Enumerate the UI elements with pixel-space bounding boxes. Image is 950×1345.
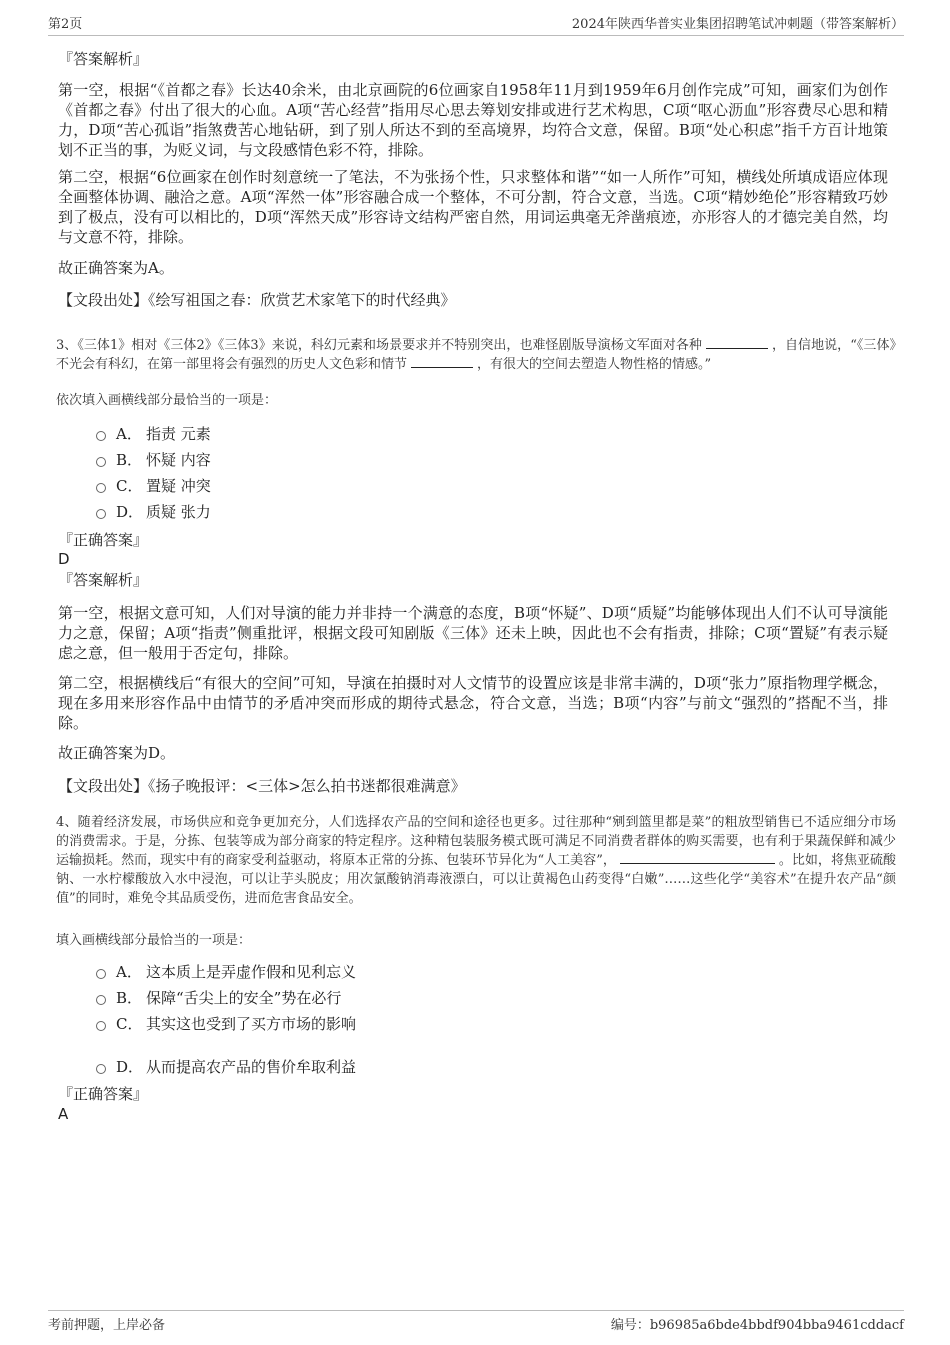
q4-option-d[interactable]: [96, 1057, 356, 1077]
analysis-para1-q2: 第一空，根据“《首都之春》长达40余米，由北京画院的6位画家自1958年11月到1959年6月创作完成”可知，画家们为创作《首都之春》付出了很大的心血。A项“苦心经营”指用尽心思去筹划安排或进行艺术构思，C项“呕心沥血”形容费尽心思和精力，D项“苦心孤诣”指煞费苦心地钻研，到了别人所达不到的至高境界，均符合文意，保留。B项“处心积虑”指千方百计地策划不正当的事，为贬义词，与文段感情色彩不符，排除。: [58, 81, 888, 159]
option-letter: D．: [116, 503, 144, 521]
radio-icon[interactable]: [96, 969, 106, 979]
analysis-para2-q2: 第二空，根据“6位画家在创作时刻意统一了笔法，不为张扬个性，只求整体和谐”“如一人所作”可知，横线处所填成语应体现全画整体协调、融洽之意。A项“浑然一体”形容融合成一个整体，不可分割，符合文意，当选。C项“精妙绝伦”形容精致巧妙到了极点，没有可以相比的，D项“浑然天成”形容诗文结构严密自然，用词运典毫无斧凿痕迹，亦形容人的才德完美自然，均与文意不符，排除。: [58, 168, 888, 246]
analysis-title-q2: 『答案解析』: [58, 50, 149, 68]
q4-answer-title: 『正确答案』: [58, 1085, 149, 1103]
radio-icon[interactable]: [96, 1064, 106, 1074]
option-text: 其实这也受到了买方市场的影响: [146, 1015, 357, 1033]
option-letter: D．: [116, 1058, 144, 1076]
option-text: 保障“舌尖上的安全”势在必行: [146, 989, 342, 1007]
document-code: 编号：b96985a6bde4bbdf904bba9461cddacf: [610, 1318, 904, 1333]
question-3-text: [56, 336, 896, 374]
page-header: [48, 10, 904, 36]
q3-option-a[interactable]: [96, 424, 211, 444]
page-number: 第2页: [48, 17, 83, 32]
option-letter: A．: [116, 963, 142, 981]
q3-analysis-para2: 第二空，根据横线后“有很大的空间”可知，导演在拍摄时对人文情节的设置应该是非常丰满的，D项“张力”原指物理学概念，现在多用来形容作品中由情节的矛盾冲突而形成的期待式悬念，符合文意，当选；B项“内容”与前文“强烈的”搭配不当，排除。: [58, 674, 888, 732]
q3-answer-title: 『正确答案』: [58, 531, 149, 549]
q3-prompt: 依次填入画横线部分最恰当的一项是：: [56, 393, 278, 408]
q4-prompt: 填入画横线部分最恰当的一项是：: [56, 933, 252, 948]
option-letter: C．: [116, 477, 143, 495]
option-letter: B．: [116, 989, 143, 1007]
radio-icon[interactable]: [96, 431, 106, 441]
option-text: 置疑 冲突: [146, 477, 211, 495]
radio-icon[interactable]: [96, 483, 106, 493]
question-4-text: [56, 813, 896, 908]
option-letter: A．: [116, 425, 142, 443]
q3-blank-2: [411, 355, 473, 368]
option-text: 指责 元素: [146, 425, 211, 443]
q3-text-part-b: ，自信地说，“《三体》不光会有科幻，在第一部里将会有强烈的历史人文色彩和情节: [56, 338, 896, 372]
document-title: 2024年陕西华普实业集团招聘笔试冲刺题（带答案解析）: [571, 17, 904, 32]
q3-blank-1: [706, 336, 768, 349]
radio-icon[interactable]: [96, 995, 106, 1005]
q3-text-part-c: ，有很大的空间去塑造人物性格的情感。”: [477, 357, 712, 372]
option-text: 质疑 张力: [146, 503, 211, 521]
option-letter: B．: [116, 451, 143, 469]
option-text: 从而提高农产品的售价牟取利益: [146, 1058, 357, 1076]
page-footer: [48, 1310, 904, 1336]
radio-icon[interactable]: [96, 457, 106, 467]
q3-source: 【文段出处】《扬子晚报评：<三体>怎么拍书迷都很难满意》: [58, 777, 466, 795]
radio-icon[interactable]: [96, 509, 106, 519]
q4-text-part-a: 4、随着经济发展，市场供应和竞争更加充分，人们选择农产品的空间和途径也更多。过往那种“剜到篮里都是菜”的粗放型销售已不适应细分市场的消费需求。于是，分拣、包装等成为部分商家的特定程序。这种精包装服务模式既可满足不同消费者群体的购买需要，也有利于果蔬保鲜和减少运输损耗。然而，现实中有的商家受利益驱动，将原本正常的分拣、包装环节异化为“人工美容”，: [56, 815, 896, 868]
footer-slogan: 考前押题，上岸必备: [48, 1318, 166, 1333]
q3-conclusion: 故正确答案为D。: [58, 744, 176, 762]
q3-analysis-title: 『答案解析』: [58, 571, 149, 589]
q4-option-b[interactable]: [96, 988, 341, 1008]
source-q2: 【文段出处】《绘写祖国之春：欣赏艺术家笔下的时代经典》: [58, 291, 456, 309]
q3-option-c[interactable]: [96, 476, 211, 496]
q4-blank: [620, 851, 775, 864]
q4-text-part-b: 。比如，将焦亚硫酸钠、一水柠檬酸放入水中浸泡，可以让芋头脱皮；用次氯酸钠消毒液漂白，可以让黄褐色山药变得“白嫩”……这些化学“美容术”在提升农产品“颜值”的同时，难免令其品质受伤，进而危害食品安全。: [56, 853, 896, 906]
option-text: 怀疑 内容: [146, 451, 211, 469]
option-text: 这本质上是弄虚作假和见利忘义: [146, 963, 357, 981]
q3-analysis-para1: 第一空，根据文意可知，人们对导演的能力并非持一个满意的态度，B项“怀疑”、D项“质疑”均能够体现出人们不认可导演能力之意，保留；A项“指责”侧重批评，根据文段可知剧版《三体》还未上映，因此也不会有指责，排除；C项“置疑”有表示疑虑之意，但一般用于否定句，排除。: [58, 604, 888, 662]
q3-text-part-a: 3、《三体1》相对《三体2》《三体3》来说，科幻元素和场景要求并不特别突出，也难怪剧版导演杨文军面对各种: [56, 338, 702, 353]
q4-answer: A: [58, 1105, 69, 1123]
q4-option-c[interactable]: [96, 1014, 356, 1034]
q3-option-d[interactable]: [96, 502, 211, 522]
q3-option-b[interactable]: [96, 450, 211, 470]
radio-icon[interactable]: [96, 1021, 106, 1031]
q3-answer: D: [58, 550, 70, 568]
q4-option-a[interactable]: [96, 962, 356, 982]
conclusion-q2: 故正确答案为A。: [58, 259, 174, 277]
option-letter: C．: [116, 1015, 143, 1033]
